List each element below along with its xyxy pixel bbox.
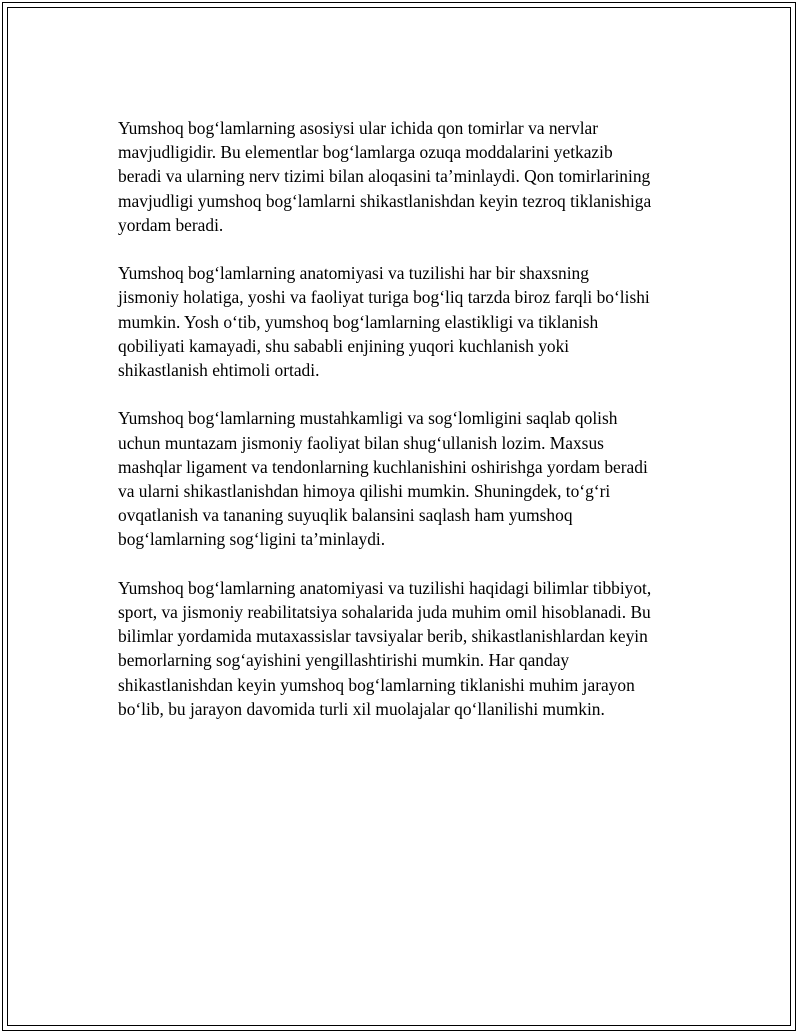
paragraph-1 bbox=[118, 116, 698, 237]
text-line: bilimlar yordamida mutaxassislar tavsiyalar berib, shikastlanishlardan keyin bbox=[118, 626, 648, 647]
text-line: mumkin. Yosh o‘tib, yumshoq bog‘lamlarning elastikligi va tiklanish bbox=[118, 311, 599, 332]
text-line: mavjudligidir. Bu elementlar bog‘lamlarga ozuqa moddalarini yetkazib bbox=[118, 142, 613, 163]
paragraph-2 bbox=[118, 261, 698, 382]
text-line: Yumshoq bog‘lamlarning asosiysi ular ichida qon tomirlar va nervlar bbox=[118, 118, 599, 138]
text-line: bog‘lamlarning sog‘ligini ta’minlaydi. bbox=[118, 529, 386, 550]
text-line: shikastlanish ehtimoli ortadi. bbox=[118, 360, 320, 381]
text-line: mavjudligi yumshoq bog‘lamlarni shikastlanishdan keyin tezroq tiklanishiga bbox=[118, 190, 652, 211]
text-line: sport, va jismoniy reabilitatsiya sohalarida juda muhim omil hisoblanadi. Bu bbox=[118, 602, 651, 623]
text-line: va ularni shikastlanishdan himoya qilishi mumkin. Shuningdek, to‘g‘ri bbox=[118, 481, 611, 502]
paragraph-4 bbox=[118, 576, 698, 721]
text-line: Yumshoq bog‘lamlarning anatomiyasi va tuzilishi har bir shaxsning bbox=[118, 263, 589, 284]
text-line: uchun muntazam jismoniy faoliyat bilan shug‘ullanish lozim. Maxsus bbox=[118, 432, 604, 453]
text-line: bo‘lib, bu jarayon davomida turli xil muolajalar qo‘llanilishi mumkin. bbox=[118, 698, 605, 719]
text-line: mashqlar ligament va tendonlarning kuchlanishini oshirishga yordam beradi bbox=[118, 456, 648, 477]
text-line: Yumshoq bog‘lamlarning mustahkamligi va sog‘lomligini saqlab qolish bbox=[118, 408, 618, 429]
document-body bbox=[118, 116, 698, 745]
text-line: beradi va ularning nerv tizimi bilan aloqasini ta’minlaydi. Qon tomirlarining bbox=[118, 166, 651, 187]
text-line: qobiliyati kamayadi, shu sababli enjining yuqori kuchlanish yoki bbox=[118, 335, 570, 356]
text-line: jismoniy holatiga, yoshi va faoliyat turiga bog‘liq tarzda biroz farqli bo‘lishi bbox=[118, 287, 650, 308]
text-line: yordam beradi. bbox=[118, 214, 224, 235]
text-line: shikastlanishdan keyin yumshoq bog‘lamlarning tiklanishi muhim jarayon bbox=[118, 674, 635, 695]
text-line: Yumshoq bog‘lamlarning anatomiyasi va tuzilishi haqidagi bilimlar tibbiyot, bbox=[118, 577, 652, 598]
paragraph-3 bbox=[118, 406, 698, 551]
text-line: ovqatlanish va tananing suyuqlik balansini saqlash ham yumshoq bbox=[118, 505, 573, 526]
text-line: bemorlarning sog‘ayishini yengillashtirishi mumkin. Har qanday bbox=[118, 650, 570, 671]
